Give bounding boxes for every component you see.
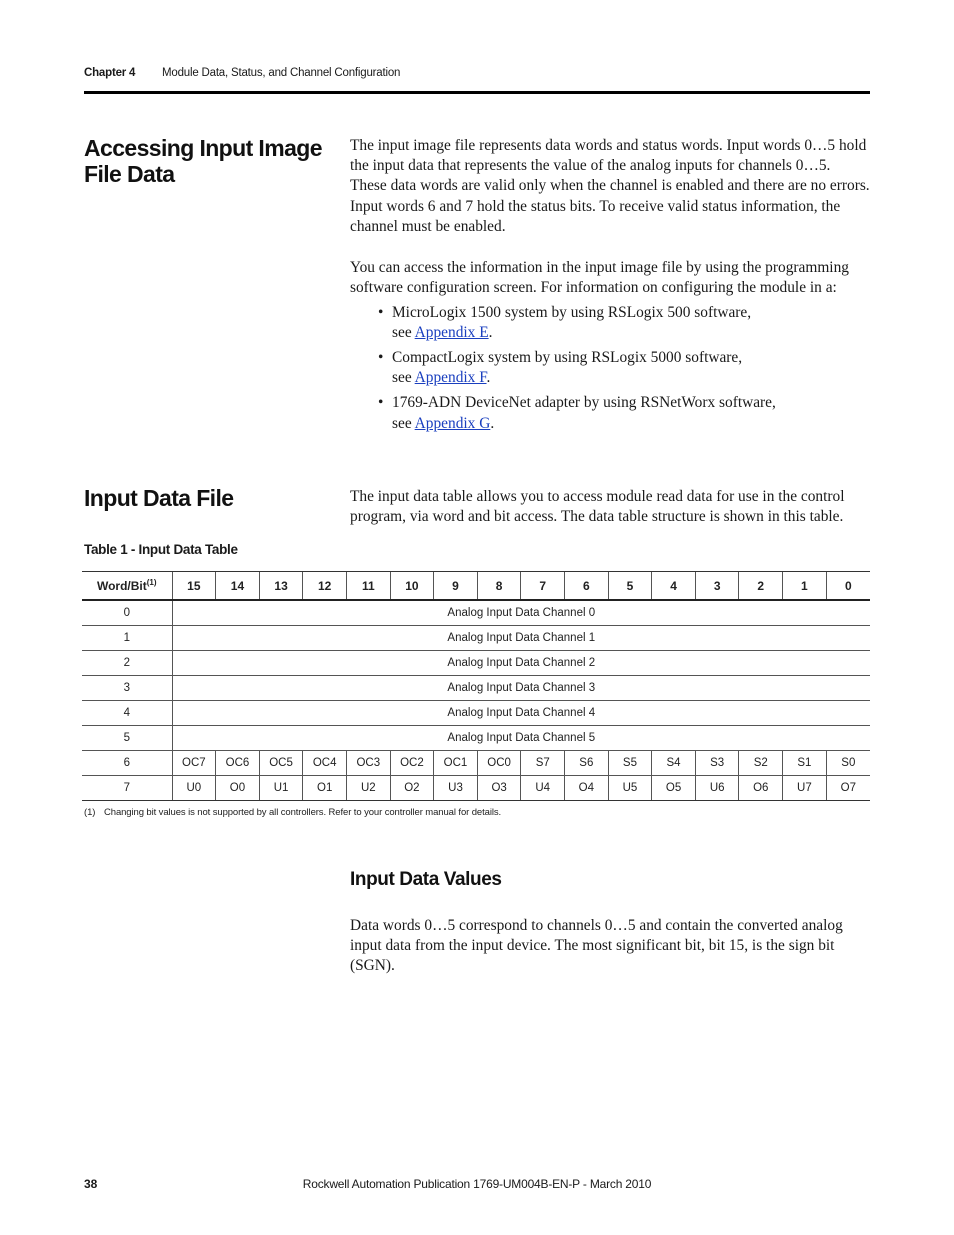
bit-cell: S2 xyxy=(739,751,783,776)
access-paragraph xyxy=(350,258,870,298)
word-bit-header xyxy=(82,572,172,601)
bit-header: 13 xyxy=(259,572,303,601)
bit-cell: O0 xyxy=(216,776,260,801)
chapter-label: Chapter 4 xyxy=(84,67,136,79)
bullet-see: see xyxy=(392,414,415,432)
bit-cell: S7 xyxy=(521,751,565,776)
bit-cell: S4 xyxy=(652,751,696,776)
table-row xyxy=(82,600,870,626)
bit-cell: OC3 xyxy=(346,751,390,776)
word-cell: 1 xyxy=(82,626,172,651)
bullet-end: . xyxy=(486,369,491,387)
bit-header: 3 xyxy=(695,572,739,601)
table-footnote xyxy=(84,807,501,818)
appendix-e-link[interactable]: Appendix E xyxy=(414,324,489,342)
footnote-ref: (1) xyxy=(146,578,157,587)
bit-cell: S6 xyxy=(565,751,609,776)
bit-header: 7 xyxy=(521,572,565,601)
word-cell: 0 xyxy=(82,600,172,626)
bit-cell: OC0 xyxy=(477,751,521,776)
table-header-row xyxy=(82,572,870,601)
bit-cell: U7 xyxy=(783,776,827,801)
bit-cell: OC2 xyxy=(390,751,434,776)
bit-cell: S5 xyxy=(608,751,652,776)
table-row xyxy=(82,726,870,751)
bit-cell: U1 xyxy=(259,776,303,801)
bit-cell: U2 xyxy=(346,776,390,801)
table-row xyxy=(82,776,870,801)
channel-data-cell: Analog Input Data Channel 4 xyxy=(172,701,870,726)
table-row xyxy=(82,626,870,651)
bit-cell: U5 xyxy=(608,776,652,801)
bit-cell: S0 xyxy=(826,751,870,776)
bullet-end: . xyxy=(488,324,493,342)
bit-header: 1 xyxy=(783,572,827,601)
appendix-g-link[interactable]: Appendix G xyxy=(414,414,491,432)
bit-cell: U3 xyxy=(434,776,478,801)
bit-header: 6 xyxy=(565,572,609,601)
bit-cell: S1 xyxy=(783,751,827,776)
bit-cell: O5 xyxy=(652,776,696,801)
bit-header: 14 xyxy=(216,572,260,601)
list-item xyxy=(378,303,868,343)
table-caption: Table 1 - Input Data Table xyxy=(84,542,238,557)
heading-input-data-values: Input Data Values xyxy=(350,869,502,890)
table-row xyxy=(82,676,870,701)
bit-cell: S3 xyxy=(695,751,739,776)
word-cell: 3 xyxy=(82,676,172,701)
bullet-text: CompactLogix system by using RSLogix 5000 software, xyxy=(392,349,743,367)
word-cell: 4 xyxy=(82,701,172,726)
page-number: 38 xyxy=(84,1177,98,1191)
bit-cell: O3 xyxy=(477,776,521,801)
input-data-values-description: Data words 0…5 correspond to channels 0…5 and contain the converted analog input data from the input device. The most significant bit, bit 15, is the sign bit (SGN). xyxy=(350,917,843,975)
bullet-end: . xyxy=(490,414,495,432)
bullet-see: see xyxy=(392,324,415,342)
publication-info: Rockwell Automation Publication 1769-UM004B-EN-P - March 2010 xyxy=(302,1177,652,1191)
bit-header: 9 xyxy=(434,572,478,601)
input-data-file-description: The input data table allows you to access module read data for use in the control program, via word and bit access. The data table structure is shown in this table. xyxy=(350,488,845,526)
bit-cell: O6 xyxy=(739,776,783,801)
channel-data-cell: Analog Input Data Channel 1 xyxy=(172,626,870,651)
input-image-description: The input image file represents data words and status words. Input words 0…5 hold the input data that represents the value of the analog inputs for channels 0…5. These data words are valid only when the channel is enabled and there are no errors. Input words 6 and 7 hold the status bits. To receive valid status information, the channel must be enabled. xyxy=(350,137,870,235)
channel-data-cell: Analog Input Data Channel 0 xyxy=(172,600,870,626)
intro-paragraph xyxy=(350,136,870,237)
word-bit-label: Word/Bit xyxy=(96,579,147,593)
word-cell: 7 xyxy=(82,776,172,801)
bit-header: 2 xyxy=(739,572,783,601)
bit-cell: O7 xyxy=(826,776,870,801)
channel-data-cell: Analog Input Data Channel 2 xyxy=(172,651,870,676)
input-data-values-paragraph xyxy=(350,916,870,977)
word-cell: 2 xyxy=(82,651,172,676)
bit-cell: U0 xyxy=(172,776,216,801)
table-row xyxy=(82,751,870,776)
bit-header: 12 xyxy=(303,572,347,601)
list-item xyxy=(378,348,868,388)
channel-data-cell: Analog Input Data Channel 3 xyxy=(172,676,870,701)
bit-header: 15 xyxy=(172,572,216,601)
bit-cell: OC6 xyxy=(216,751,260,776)
bit-cell: OC1 xyxy=(434,751,478,776)
bullet-see: see xyxy=(392,369,415,387)
bit-cell: OC7 xyxy=(172,751,216,776)
access-description: You can access the information in the input image file by using the programming software configuration screen. For information on configuring the module in a: xyxy=(350,259,849,297)
word-cell: 6 xyxy=(82,751,172,776)
bullet-text: MicroLogix 1500 system by using RSLogix 500 software, xyxy=(392,304,752,321)
heading-line-1: Accessing Input Image xyxy=(84,135,322,161)
bit-cell: U6 xyxy=(695,776,739,801)
bit-header: 0 xyxy=(826,572,870,601)
bit-cell: U4 xyxy=(521,776,565,801)
footnote-text: Changing bit values is not supported by all controllers. Refer to your controller manual for details. xyxy=(104,807,502,818)
page-header xyxy=(84,66,870,94)
channel-data-cell: Analog Input Data Channel 5 xyxy=(172,726,870,751)
footnote-marker: (1) xyxy=(84,807,96,818)
appendix-f-link[interactable]: Appendix F xyxy=(414,369,487,387)
table-row xyxy=(82,701,870,726)
bit-header: 5 xyxy=(608,572,652,601)
word-cell: 5 xyxy=(82,726,172,751)
bit-cell: OC4 xyxy=(303,751,347,776)
input-data-table xyxy=(82,571,870,801)
bullet-text: 1769-ADN DeviceNet adapter by using RSNetWorx software, xyxy=(392,394,776,412)
bit-cell: OC5 xyxy=(259,751,303,776)
input-data-file-paragraph xyxy=(350,487,870,527)
list-item xyxy=(378,393,868,433)
heading-line-2: File Data xyxy=(84,161,175,187)
bit-cell: O2 xyxy=(390,776,434,801)
heading-accessing-input-image xyxy=(84,135,322,187)
bit-header: 8 xyxy=(477,572,521,601)
bit-cell: O4 xyxy=(565,776,609,801)
chapter-title: Module Data, Status, and Channel Configuration xyxy=(162,67,401,79)
software-list xyxy=(378,303,868,439)
bit-header: 4 xyxy=(652,572,696,601)
bit-cell: O1 xyxy=(303,776,347,801)
table-row xyxy=(82,651,870,676)
heading-input-data-file: Input Data File xyxy=(84,485,234,511)
bit-header: 11 xyxy=(346,572,390,601)
bit-header: 10 xyxy=(390,572,434,601)
